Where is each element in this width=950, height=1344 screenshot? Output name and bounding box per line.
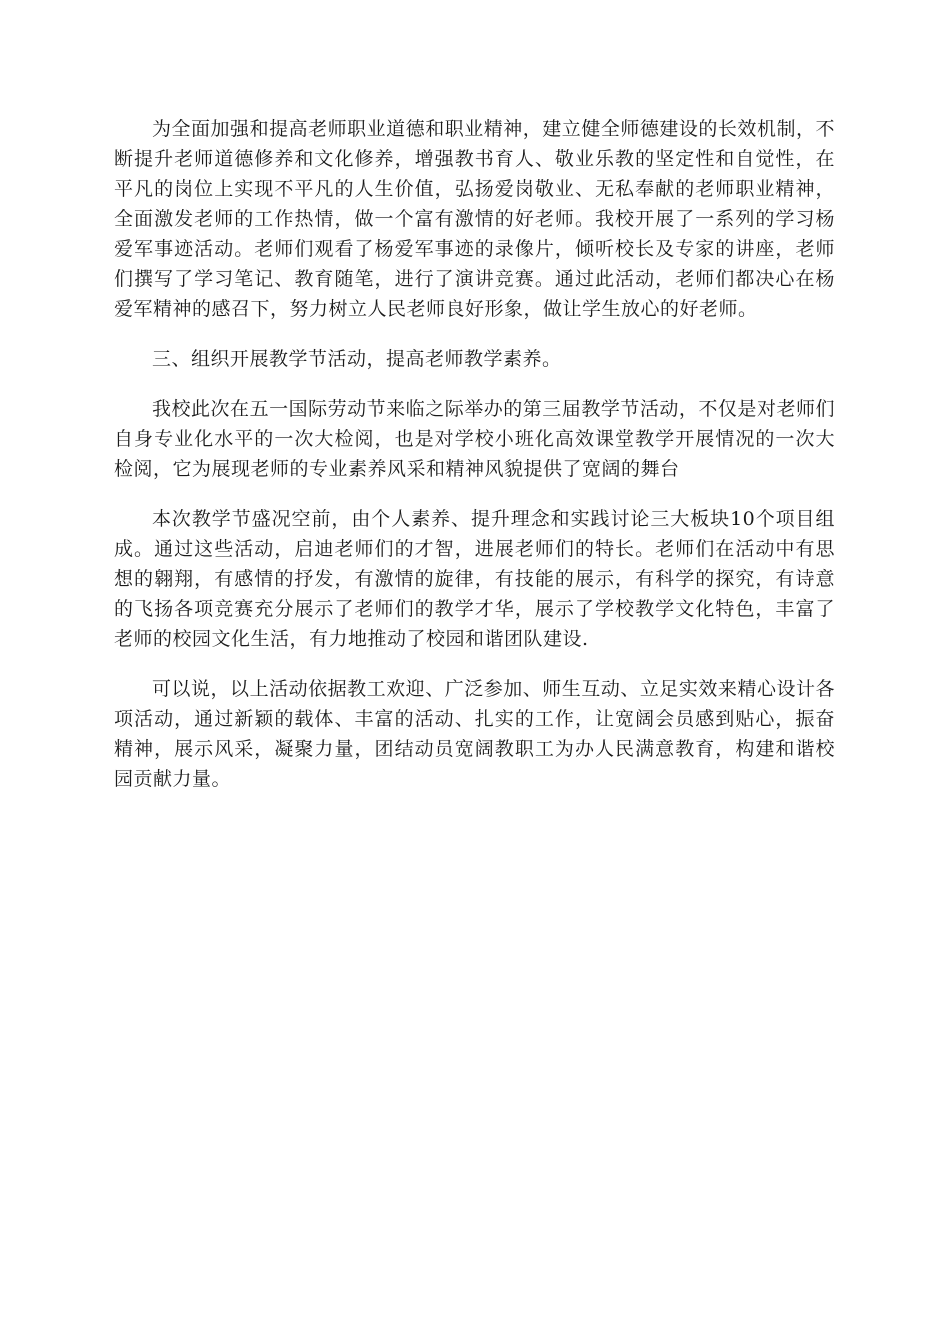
section-heading-teaching-festival: 三、组织开展教学节活动，提高老师教学素养。 — [152, 348, 562, 370]
paragraph-conclusion: 可以说，以上活动依据教工欢迎、广泛参加、师生互动、立足实效来精心设计各项活动，通过新颖的载体、丰富的活动、扎实的工作，让宽阔会员感到贴心，振奋精神，展示风采，凝聚力量，团结动员宽阔教职工为办人民满意教育，构建和谐校园贡献力量。 — [114, 678, 835, 790]
document-body — [114, 114, 835, 814]
paragraph-festival-intro: 我校此次在五一国际劳动节来临之际举办的第三届教学节活动，不仅是对老师们自身专业化水平的一次大检阅，也是对学校小班化高效课堂教学开展情况的一次大检阅，它为展现老师的专业素养风采和精神风貌提供了宽阔的舞台 — [114, 398, 835, 480]
paragraph-teacher-ethics: 为全面加强和提高老师职业道德和职业精神，建立健全师德建设的长效机制，不断提升老师道德修养和文化修养，增强教书育人、敬业乐教的坚定性和自觉性，在平凡的岗位上实现不平凡的人生价值，弘扬爱岗敬业、无私奉献的老师职业精神，全面激发老师的工作热情，做一个富有激情的好老师。我校开展了一系列的学习杨爱军事迹活动。老师们观看了杨爱军事迹的录像片，倾听校长及专家的讲座，老师们撰写了学习笔记、教育随笔，进行了演讲竞赛。通过此活动，老师们都决心在杨爱军精神的感召下，努力树立人民老师良好形象，做让学生放心的好老师。 — [114, 118, 835, 320]
paragraph-festival-details: 本次教学节盛况空前，由个人素养、提升理念和实践讨论三大板块10个项目组成。通过这些活动，启迪老师们的才智，进展老师们的特长。老师们在活动中有思想的翱翔，有感情的抒发，有激情的旋律，有技能的展示，有科学的探究，有诗意的飞扬各项竞赛充分展示了老师们的教学才华，展示了学校教学文化特色，丰富了老师的校园文化生活，有力地推动了校园和谐团队建设. — [114, 508, 835, 650]
